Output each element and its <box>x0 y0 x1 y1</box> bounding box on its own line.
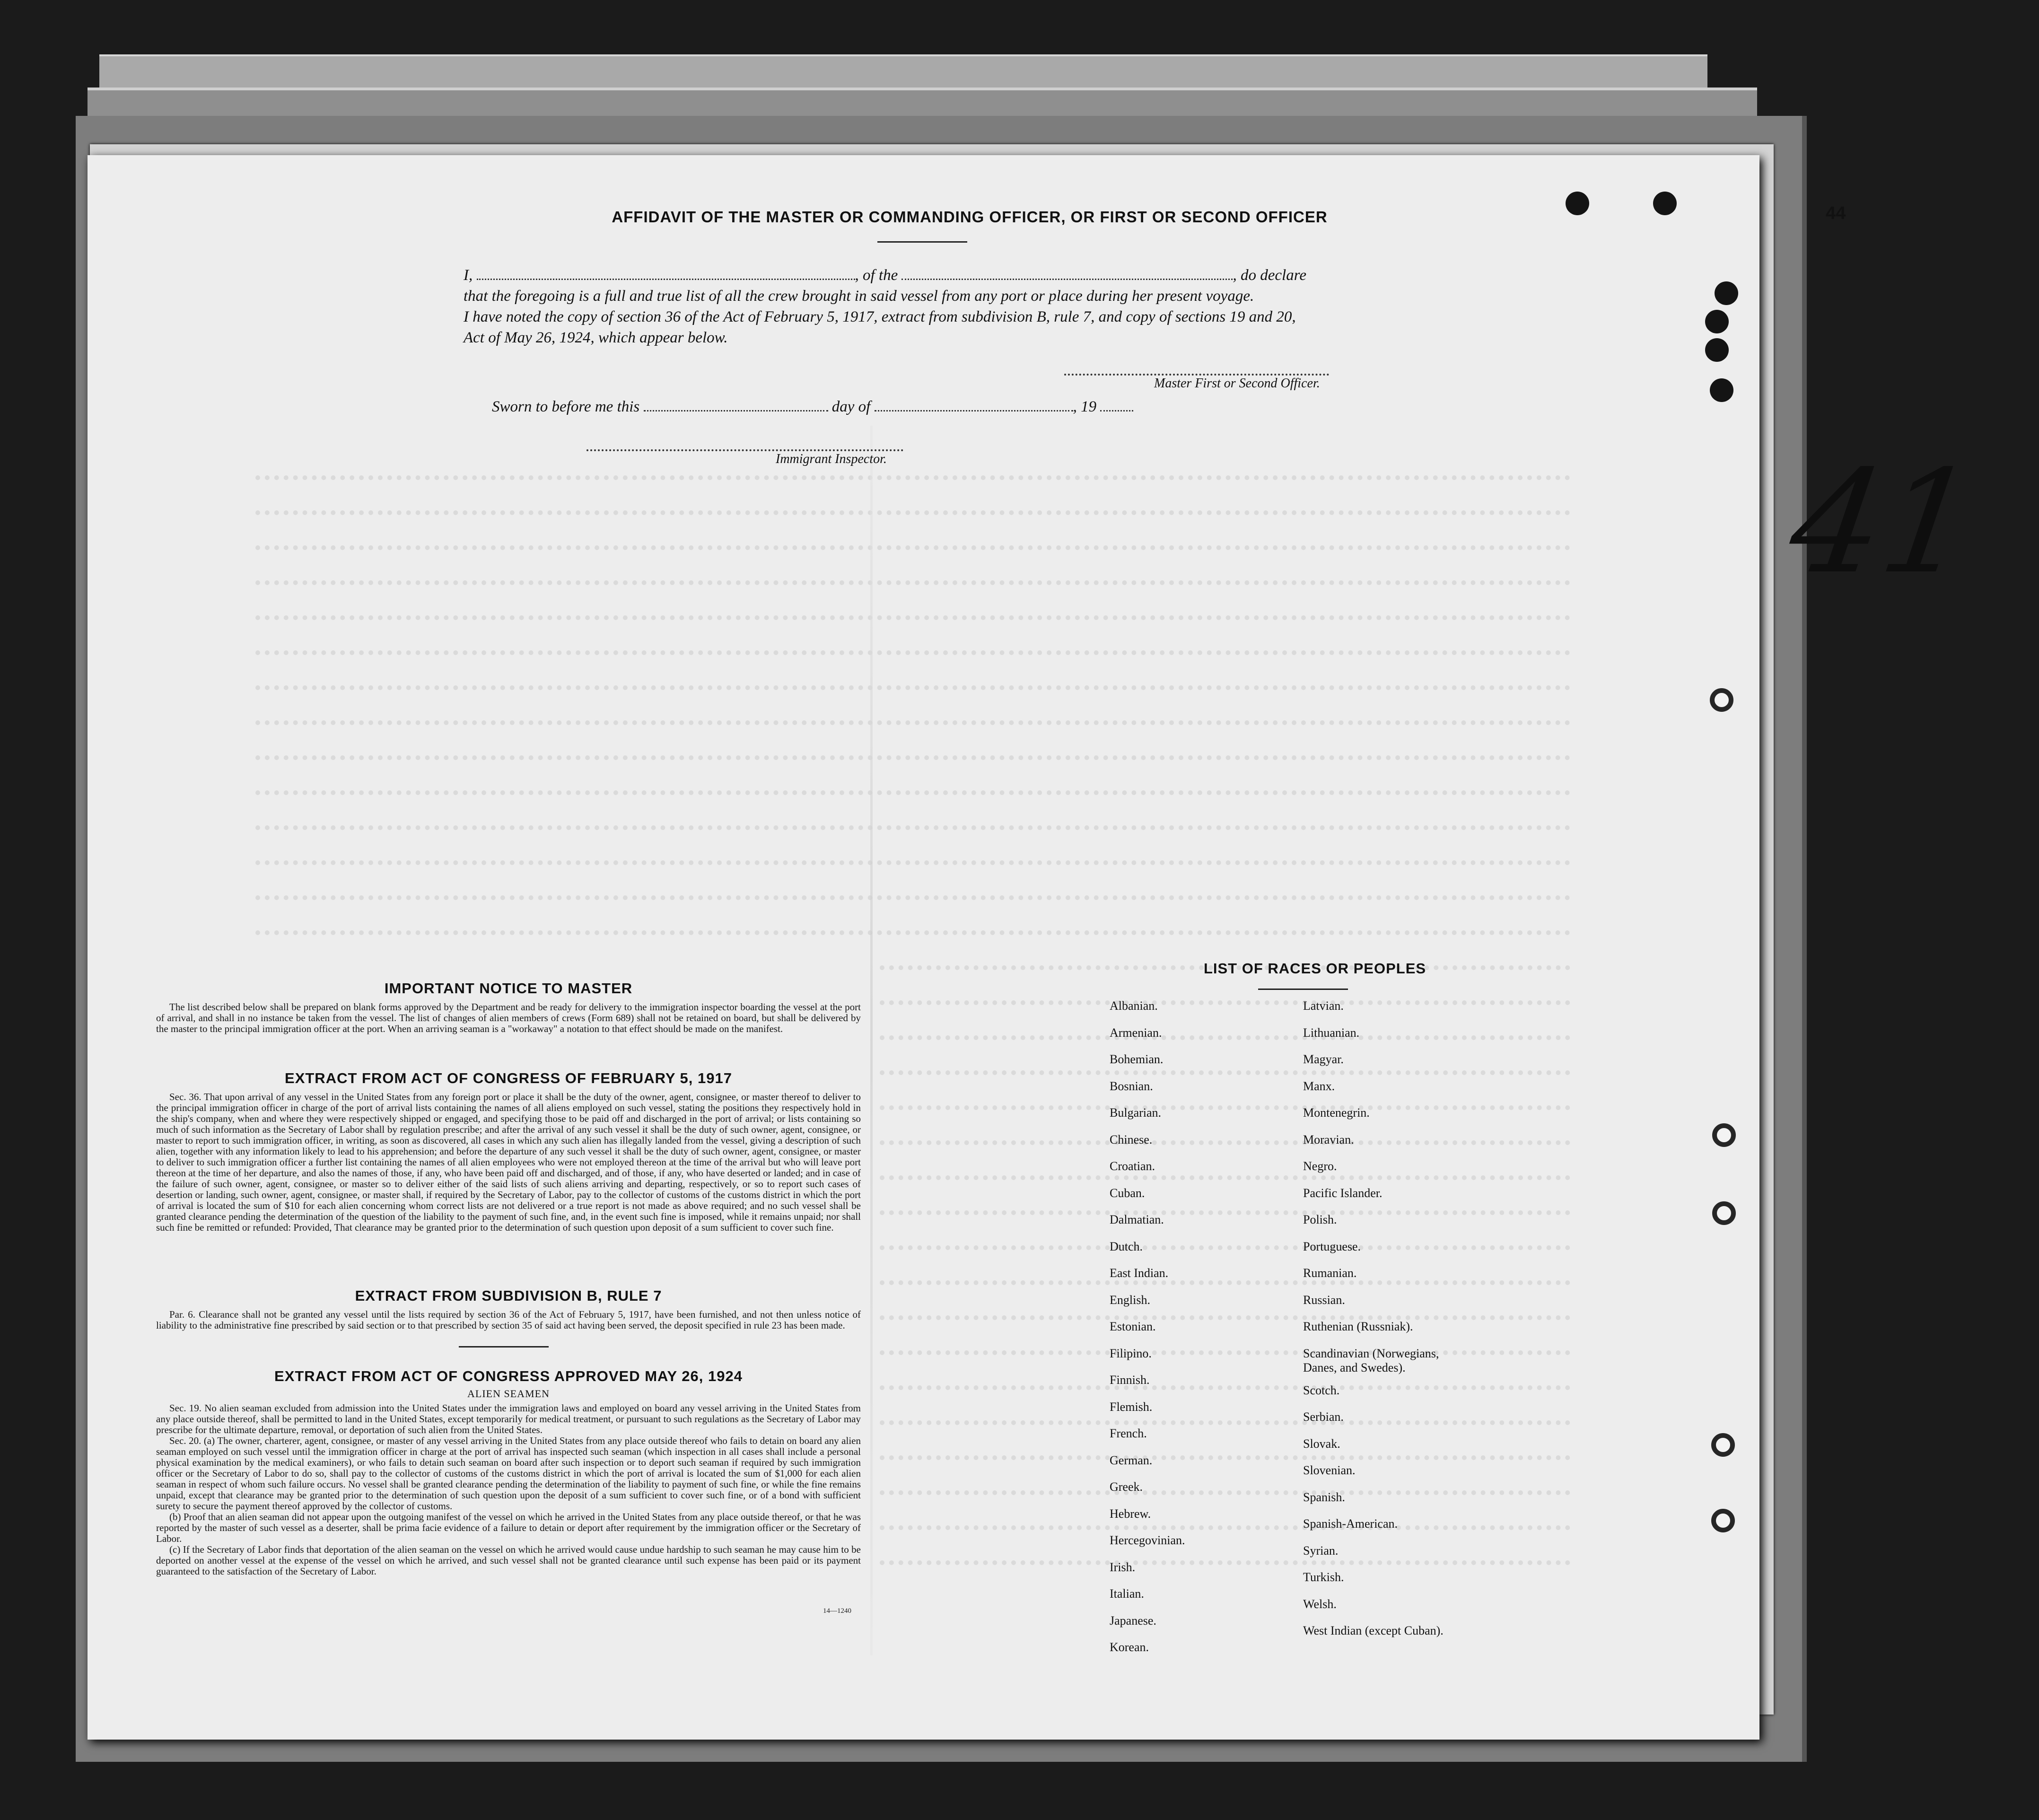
punch-hole <box>1653 192 1677 215</box>
extract-1917-text: Sec. 36. That upon arrival of any vessel in the United States from any foreign port or place it shall be the duty of the owner, agent, consignee, or master thereof to deliver to the principal immigration officer in charge of the port of arrival lists containing the names of all aliens employed on such vessel, stating the positions they respectively hold in the ship's company, when and where they were respectively shipped or engaged, and specifying those to be paid off and discharged in the port of arrival; or lists containing so much of such information as the Secretary of Labor shall by regulation prescribe; and after the arrival of any such vessel it shall be the duty of such owner, agent, consignee, or master to report to such immigration officer, in writing, as soon as discovered, all cases in which any such alien has illegally landed from the vessel, giving a description of such alien, together with any information likely to lead to his apprehension; and before the departure of any such vessel it shall be the duty of such owner, agent, consignee, or master to deliver to such immigration officer a further list containing the names of all alien employees who were not employed thereon at the time of the arrival but who will leave port thereon at the time of her departure, and also the names of those, if any, who have been paid off and discharged, and of those, if any, who have deserted or landed; and in case of the failure of such owner, agent, consignee, or master so to deliver either of the said lists of such aliens arriving and departing, respectively, or so to report such cases of desertion or landing, such owner, agent, consignee, or master shall, if required by the Secretary of Labor, pay to the collector of customs of the customs district in which the port of arrival is located the sum of $10 for each alien concerning whom correct lists are not delivered or a true report is not made as above required; and no such vessel shall be granted clearance pending the determination of the question of the liability to the payment of such fine, and, in the event such fine is imposed, while it remains unpaid; nor shall such fine be remitted or refunded: Provided, That clearance may be granted prior to the determination of such question upon deposit of a sum sufficient to cover such fine. <box>156 1091 861 1233</box>
affidavit-title: AFFIDAVIT OF THE MASTER OR COMMANDING OFFICER, OR FIRST OR SECOND OFFICER <box>612 208 1328 226</box>
race-item: Dalmatian. <box>1110 1213 1164 1226</box>
races-rule <box>1258 989 1348 990</box>
extract-1917-title: EXTRACT FROM ACT OF CONGRESS OF FEBRUARY 5, 1917 <box>285 1070 732 1086</box>
bleed-through-row <box>880 1000 1570 1015</box>
race-item: Negro. <box>1303 1159 1337 1173</box>
affidavit-line2: that the foregoing is a full and true list of all the crew brought in said vessel from any port or place during her present voyage. <box>464 288 1254 305</box>
race-item: Bulgarian. <box>1110 1106 1162 1120</box>
bleed-through-row <box>880 1140 1570 1155</box>
race-item: Estonian. <box>1110 1320 1156 1333</box>
races-column-1 <box>1110 999 1185 1667</box>
race-item: English. <box>1110 1293 1150 1307</box>
bleed-through-row <box>880 1315 1570 1330</box>
notice-body <box>156 1002 861 1034</box>
sec20c-text: (c) If the Secretary of Labor finds that deportation of the alien seaman on the vessel on which he arrived would cause undue hardship to such seaman he may cause him to be deported on another vessel at the expense of the vessel on which he arrived, and such vessel shall not be granted clearance until such expense has been paid or its payment guaranteed to the satisfaction of the Secretary of Labor. <box>156 1544 861 1577</box>
extract-1924-body <box>156 1403 861 1577</box>
affidavit-line1-c: , do declare <box>1233 267 1306 284</box>
race-item: Spanish-American. <box>1303 1517 1398 1531</box>
inspector-caption: Immigrant Inspector. <box>776 452 887 466</box>
notice-text: The list described below shall be prepared on blank forms approved by the Department and be ready for delivery to the immigration inspector boarding the vessel at the port of arrival, and shall in no instance be taken from the vessel. The list of changes of alien members of crews (Form 689) shall not be retained on board, but shall be delivered by the master to the principal immigration officer at the port. When an arriving seaman is a "workaway" a notation to that effect should be made on the manifest. <box>156 1001 861 1034</box>
race-item: Latvian. <box>1303 999 1344 1013</box>
extract-1924-title: EXTRACT FROM ACT OF CONGRESS APPROVED MAY 26, 1924 <box>274 1368 743 1384</box>
affidavit-line1-a: I, <box>464 267 473 284</box>
bleed-through-row <box>880 1420 1570 1435</box>
master-caption: Master First or Second Officer. <box>1154 376 1320 391</box>
race-item: Greek. <box>1110 1480 1143 1494</box>
sworn-b: day of <box>831 398 871 415</box>
race-item: Welsh. <box>1303 1597 1337 1611</box>
sworn-day-blank[interactable] <box>644 401 828 411</box>
bleed-through-row <box>255 895 1570 910</box>
page-number: 44 <box>1826 203 1846 223</box>
punch-hole <box>1711 1433 1735 1457</box>
notice-title: IMPORTANT NOTICE TO MASTER <box>384 980 633 997</box>
race-item: Albanian. <box>1110 999 1158 1013</box>
race-item: Korean. <box>1110 1640 1149 1654</box>
bleed-through-row <box>880 1525 1570 1540</box>
bleed-through-row <box>880 1490 1570 1505</box>
affidavit-line4: Act of May 26, 1924, which appear below. <box>464 329 728 346</box>
race-item: Syrian. <box>1303 1543 1339 1558</box>
race-item: German. <box>1110 1453 1153 1467</box>
bleed-through-row <box>880 1210 1570 1225</box>
punch-hole <box>1705 338 1729 362</box>
affidavit-text <box>464 265 1409 348</box>
race-item: Cuban. <box>1110 1186 1145 1200</box>
race-item: French. <box>1110 1426 1147 1440</box>
race-item: Montenegrin. <box>1303 1106 1370 1120</box>
vessel-blank[interactable] <box>901 269 1233 280</box>
section-rule <box>459 1346 549 1348</box>
name-blank[interactable] <box>477 269 855 280</box>
bleed-through-row <box>255 545 1570 560</box>
race-item: Croatian. <box>1110 1159 1155 1173</box>
race-item: Lithuanian. <box>1303 1025 1360 1040</box>
master-signature-line[interactable] <box>1064 374 1329 376</box>
bleed-through-row <box>255 510 1570 525</box>
page-fold <box>870 426 873 1655</box>
bleed-through-row <box>255 755 1570 770</box>
race-item: Scotch. <box>1303 1383 1340 1397</box>
race-item: Serbian. <box>1303 1410 1344 1424</box>
bleed-through-row <box>255 825 1570 840</box>
bleed-through-row <box>880 1455 1570 1470</box>
races-title: LIST OF RACES OR PEOPLES <box>1203 960 1426 977</box>
race-item: Ruthenian (Russniak). <box>1303 1320 1413 1333</box>
affidavit-line3: I have noted the copy of section 36 of the Act of February 5, 1917, extract from subdivision B, rule 7, and copy of sections 19 and 20, <box>464 308 1296 325</box>
race-item: Polish. <box>1303 1213 1337 1226</box>
sworn-a: Sworn to before me this <box>492 398 640 415</box>
race-item: Armenian. <box>1110 1025 1162 1040</box>
races-column-2 <box>1303 999 1459 1651</box>
race-item: Scandinavian (Norwegians, Danes, and Swedes). <box>1303 1346 1439 1374</box>
bleed-through-row <box>255 720 1570 735</box>
bleed-through-row <box>880 1350 1570 1365</box>
race-item: Chinese. <box>1110 1132 1153 1146</box>
bleed-through-row <box>880 1175 1570 1190</box>
handwritten-sheet-number: 41 <box>1781 440 1985 605</box>
sec20a-text: Sec. 20. (a) The owner, charterer, agent, consignee, or master of any vessel arriving in the United States from any place outside thereof who fails to detain on board any alien seaman employed on such vessel until the immigration officer in charge at the port of arrival has inspected such seaman (which inspection in all cases shall include a personal physical examination by the medical examiners), or who fails to detain such seaman on board after such inspection or to deport such seaman if required by such immigration officer or the Secretary of Labor to do so, shall pay to the collector of customs of the customs district in which the port of arrival is located the sum of $1,000 for each alien seaman in respect of whom such failure occurs. No vessel shall be granted clearance pending the determination of the liability to payment of such fine, or while the fine remains unpaid, except that clearance may be granted prior to the determination of such question upon the deposit of a sum sufficient to cover such fine, or of a bond with sufficient surety to secure the payment thereof approved by the collector of customs. <box>156 1435 861 1512</box>
affidavit-line1-b: , of the <box>855 267 898 284</box>
bleed-through-row <box>880 1105 1570 1120</box>
bleed-through-row <box>255 930 1570 945</box>
sworn-line <box>492 398 1133 416</box>
race-item: Slovenian. <box>1303 1463 1356 1477</box>
bleed-through-row <box>255 475 1570 490</box>
sworn-year-blank[interactable] <box>1100 401 1133 411</box>
punch-hole <box>1705 310 1729 333</box>
race-item: Rumanian. <box>1303 1266 1357 1280</box>
title-rule <box>877 241 967 243</box>
bleed-through-row <box>880 1560 1570 1575</box>
race-item: Bohemian. <box>1110 1052 1164 1066</box>
race-item: Moravian. <box>1303 1132 1354 1146</box>
race-item: Irish. <box>1110 1560 1136 1574</box>
bleed-through-row <box>880 1070 1570 1085</box>
bleed-through-row <box>255 615 1570 630</box>
bleed-through-row <box>255 650 1570 665</box>
race-item: Pacific Islander. <box>1303 1186 1383 1200</box>
sworn-month-blank[interactable] <box>875 401 1073 411</box>
bleed-through-row <box>255 685 1570 700</box>
race-item: Dutch. <box>1110 1239 1143 1253</box>
sworn-c: , 19 <box>1073 398 1097 415</box>
race-item: Turkish. <box>1303 1570 1344 1584</box>
sec19-text: Sec. 19. No alien seaman excluded from admission into the United States under the immigration laws and employed on board any vessel arriving in the United States from any place outside thereof, shall be permitted to land in the United States, except temporarily for medical treatment, or pursuant to such regulations as the Secretary of Labor may prescribe for the ultimate departure, removal, or deportation of such alien from the United States. <box>156 1402 861 1435</box>
inspector-signature-line[interactable] <box>586 449 903 451</box>
punch-hole <box>1711 1509 1735 1532</box>
extract-rule7-body <box>156 1309 861 1331</box>
race-item: Filipino. <box>1110 1346 1152 1360</box>
race-item: Spanish. <box>1303 1490 1345 1504</box>
race-item: Manx. <box>1303 1079 1335 1093</box>
race-item: Russian. <box>1303 1293 1345 1307</box>
race-item: Magyar. <box>1303 1052 1344 1066</box>
race-item: Hebrew. <box>1110 1506 1151 1521</box>
extract-rule7-title: EXTRACT FROM SUBDIVISION B, RULE 7 <box>355 1287 662 1304</box>
race-item: Flemish. <box>1110 1400 1153 1414</box>
bleed-through-row <box>880 1280 1570 1295</box>
bleed-through-row <box>880 1385 1570 1400</box>
punch-hole <box>1712 1123 1736 1147</box>
race-item: Bosnian. <box>1110 1079 1153 1093</box>
race-item: Japanese. <box>1110 1613 1156 1628</box>
punch-hole <box>1712 1201 1736 1225</box>
race-item: East Indian. <box>1110 1266 1169 1280</box>
punch-hole <box>1715 281 1738 305</box>
punch-hole <box>1710 378 1733 402</box>
race-item: West Indian (except Cuban). <box>1303 1624 1444 1637</box>
extract-1917-body <box>156 1092 861 1233</box>
bleed-through-row <box>255 790 1570 805</box>
race-item: Hercegovinian. <box>1110 1533 1185 1547</box>
extract-1924-subtitle: ALIEN SEAMEN <box>467 1388 550 1400</box>
sec20b-text: (b) Proof that an alien seaman did not appear upon the outgoing manifest of the vessel on which he arrived in the United States from any place outside thereof, or that he was reported by the master of such vessel as a deserter, shall be prima facie evidence of a failure to detain or deport after requirement by the immigration officer or the Secretary of Labor. <box>156 1511 861 1544</box>
punch-hole <box>1566 192 1589 215</box>
bleed-through-row <box>255 580 1570 595</box>
race-item: Slovak. <box>1303 1436 1340 1451</box>
extract-rule7-text: Par. 6. Clearance shall not be granted any vessel until the lists required by section 36 of the Act of February 5, 1917, have been furnished, and not then unless notice of liability to the administrative fine prescribed by said section or to that prescribed by section 35 of said act having been served, the deposit specified in rule 23 has been made. <box>156 1309 861 1331</box>
bleed-through-row <box>880 1035 1570 1050</box>
race-item: Portuguese. <box>1303 1239 1361 1253</box>
punch-hole <box>1710 688 1733 712</box>
form-number: 14—1240 <box>823 1607 851 1615</box>
bleed-through-row <box>880 1245 1570 1260</box>
race-item: Italian. <box>1110 1587 1144 1601</box>
race-item: Finnish. <box>1110 1373 1150 1387</box>
bleed-through-row <box>255 860 1570 875</box>
